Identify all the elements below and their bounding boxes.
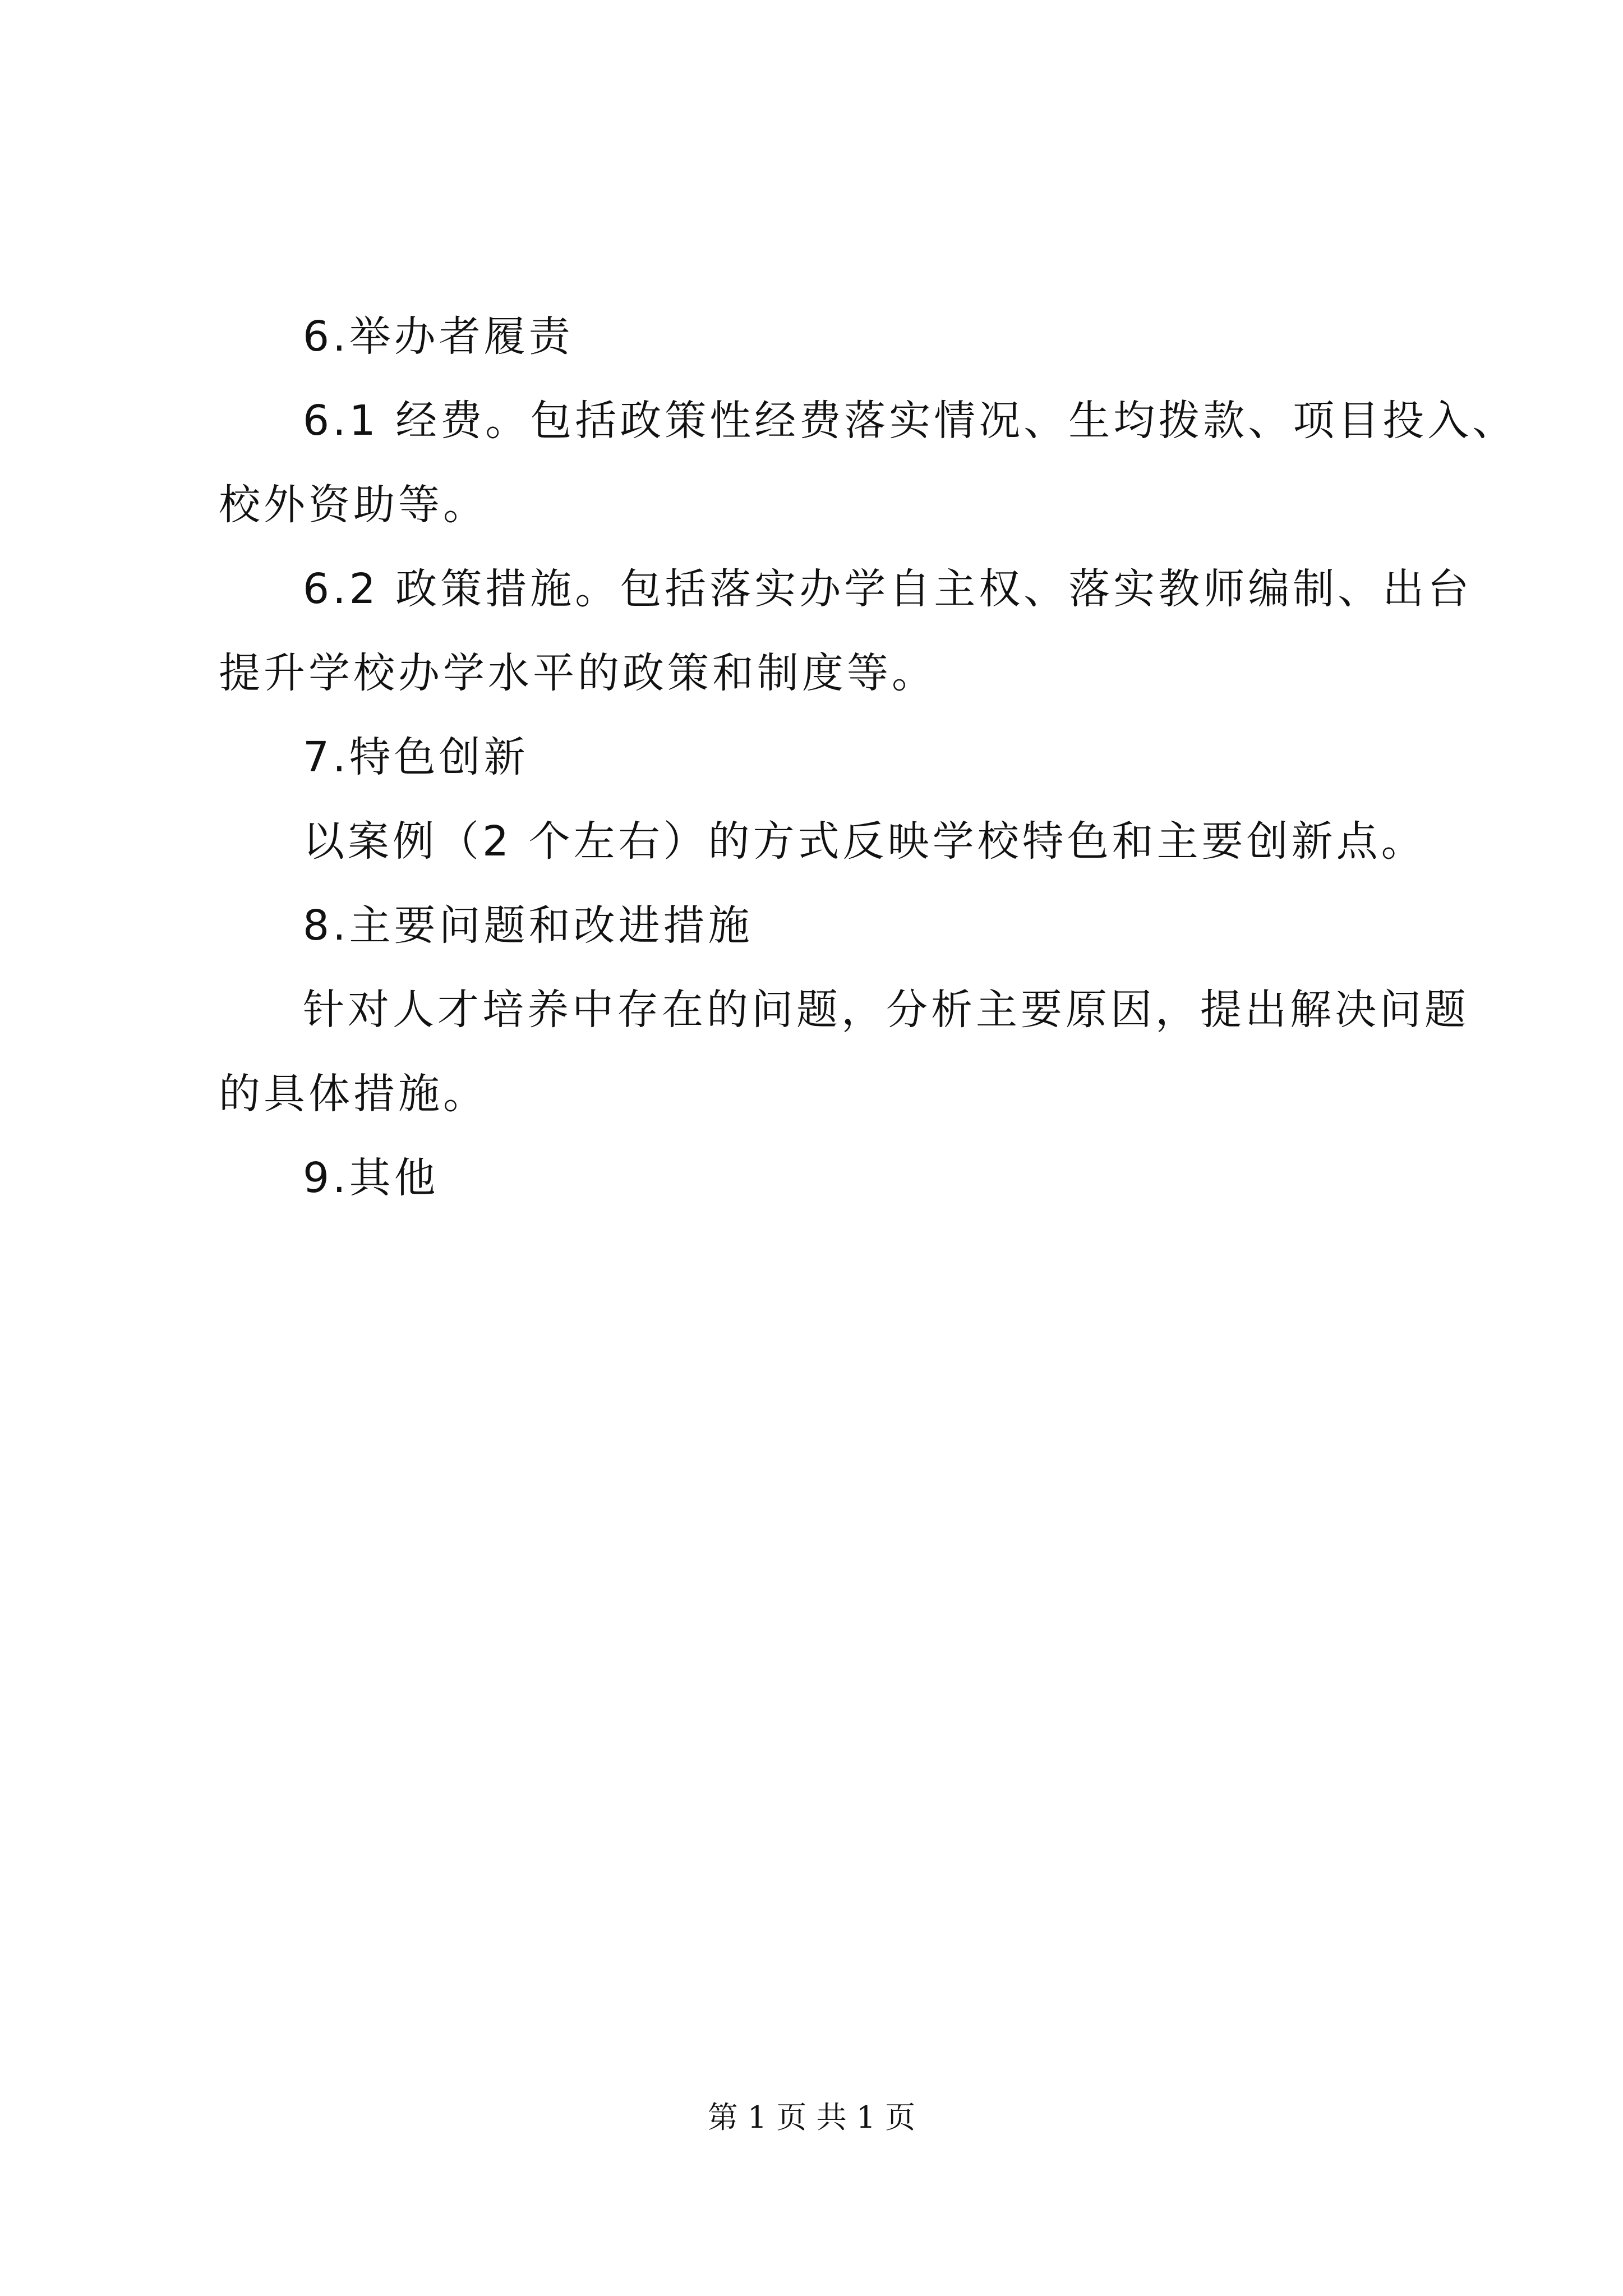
paragraph-7: 以案例（2 个左右）的方式反映学校特色和主要创新点。 (303, 817, 1426, 866)
heading-6: 6.举办者履责 (303, 312, 574, 361)
paragraph-6-1-line-1: 6.1 经费。包括政策性经费落实情况、生均拨款、项目投入、 (303, 397, 1518, 445)
heading-9: 9.其他 (303, 1154, 439, 1202)
heading-8: 8.主要问题和改进措施 (303, 901, 753, 950)
paragraph-6-2-line-2: 提升学校办学水平的政策和制度等。 (219, 649, 937, 697)
paragraph-6-1-line-2: 校外资助等。 (219, 481, 488, 529)
paragraph-8-line-2: 的具体措施。 (219, 1070, 488, 1118)
paragraph-8-line-1: 针对人才培养中存在的问题，分析主要原因，提出解决问题 (303, 986, 1469, 1034)
heading-7: 7.特色创新 (303, 733, 529, 781)
page-number-footer: 第 1 页 共 1 页 (707, 2100, 916, 2135)
paragraph-6-2-line-1: 6.2 政策措施。包括落实办学自主权、落实教师编制、出台 (303, 565, 1473, 613)
